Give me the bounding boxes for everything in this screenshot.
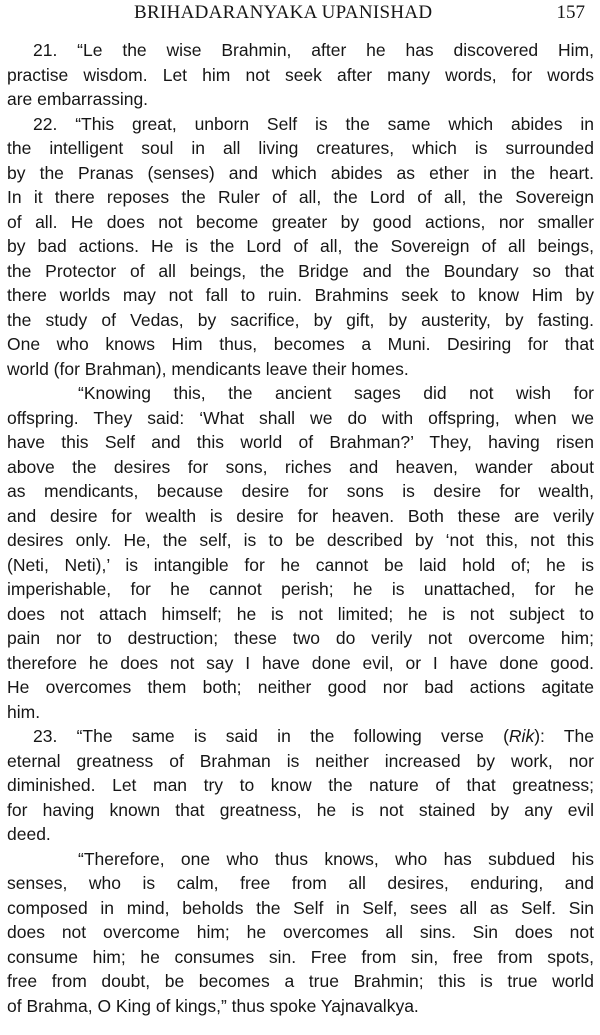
text-run: “Therefore, one who thus knows, who has subdued his bbox=[78, 848, 594, 869]
text-run: as mendicants, because desire for sons is desire for wealth, bbox=[7, 481, 594, 501]
text-line bbox=[7, 553, 594, 578]
text-run: therefore he does not say I have done evil, or I have done good. bbox=[7, 652, 594, 673]
text-line bbox=[7, 602, 594, 627]
text-line bbox=[7, 479, 594, 504]
text-run: “Knowing this, the ancient sages did not wish for bbox=[78, 383, 594, 403]
text-line bbox=[7, 430, 594, 455]
text-run: He overcomes them both; neither good nor bad actions agitate bbox=[7, 677, 594, 697]
text-run: ): The bbox=[534, 726, 594, 746]
text-line bbox=[7, 994, 594, 1019]
text-run: the study of Vedas, by sacrifice, by gift, by austerity, by fasting. bbox=[7, 309, 594, 330]
page-number: 157 bbox=[556, 2, 585, 23]
text-line bbox=[7, 357, 594, 382]
text-run: practise wisdom. Let him not seek after many words, for words bbox=[7, 64, 594, 85]
text-run: offspring. They said: ‘What shall we do with offspring, when we bbox=[7, 407, 594, 428]
text-line bbox=[7, 210, 594, 235]
text-run: composed in mind, beholds the Self in Self, sees all as Self. Sin bbox=[7, 897, 594, 918]
text-run: does not attach himself; he is not limited; he is not subject to bbox=[7, 603, 594, 624]
italic-term: Rik bbox=[508, 726, 535, 746]
text-run: world (for Brahman), mendicants leave their homes. bbox=[7, 358, 409, 379]
text-run: desires only. He, the self, is to be described by ‘not this, not this bbox=[7, 530, 594, 550]
text-line bbox=[7, 406, 594, 431]
text-line bbox=[7, 38, 594, 63]
text-run: (Neti, Neti),’ is intangible for he cannot be laid hold of; he is bbox=[7, 554, 594, 575]
text-run: are embarrassing. bbox=[7, 89, 149, 109]
text-line bbox=[7, 651, 594, 676]
text-line bbox=[7, 283, 594, 308]
text-line bbox=[7, 63, 594, 88]
text-line bbox=[7, 332, 594, 357]
text-run: consume him; he consumes sin. Free from sin, free from spots, bbox=[7, 946, 594, 967]
text-line bbox=[7, 626, 594, 651]
text-line bbox=[7, 161, 594, 186]
text-line bbox=[7, 308, 594, 333]
text-run: for having known that greatness, he is not stained by any evil bbox=[7, 799, 594, 820]
text-run: One who knows Him thus, becomes a Muni. Desiring for that bbox=[7, 334, 594, 354]
text-line bbox=[7, 896, 594, 921]
text-line bbox=[7, 504, 594, 529]
text-run: imperishable, for he cannot perish; he is unattached, for he bbox=[7, 579, 594, 599]
text-line bbox=[7, 259, 594, 284]
text-line bbox=[7, 185, 594, 210]
text-run: the intelligent soul in all living creatures, which is surrounded bbox=[7, 138, 594, 158]
text-run: senses, who is calm, free from all desires, enduring, and bbox=[7, 873, 594, 893]
text-run: by bad actions. He is the Lord of all, the Sovereign of all beings, bbox=[7, 236, 594, 256]
text-run: 23. “The same is said in the following verse ( bbox=[33, 726, 509, 746]
text-run: of Brahma, O King of kings,” thus spoke Yajnavalkya. bbox=[7, 995, 419, 1016]
body-text bbox=[7, 38, 594, 1018]
text-line bbox=[7, 675, 594, 700]
running-title: BRIHADARANYAKA UPANISHAD bbox=[134, 2, 433, 23]
text-line bbox=[7, 234, 594, 259]
text-run: him. bbox=[7, 701, 41, 722]
text-run: deed. bbox=[7, 824, 51, 844]
text-line bbox=[7, 87, 594, 112]
text-run: pain nor to destruction; these two do verily not overcome him; bbox=[7, 628, 594, 648]
text-line bbox=[7, 920, 594, 945]
text-line bbox=[7, 749, 594, 774]
text-run: eternal greatness of Brahman is neither increased by work, nor bbox=[7, 750, 594, 771]
text-line bbox=[7, 798, 594, 823]
text-run: by the Pranas (senses) and which abides as ether in the heart. bbox=[7, 162, 594, 183]
text-line bbox=[7, 381, 594, 406]
text-run: 21. “Le the wise Brahmin, after he has discovered Him, bbox=[33, 40, 594, 60]
text-line bbox=[7, 969, 594, 994]
text-line bbox=[7, 724, 594, 749]
text-line bbox=[7, 136, 594, 161]
text-run: In it there reposes the Ruler of all, the Lord of all, the Sovereign bbox=[7, 187, 594, 207]
text-line bbox=[7, 871, 594, 896]
text-run: free from doubt, be becomes a true Brahmin; this is true world bbox=[7, 971, 594, 991]
text-run: of all. He does not become greater by good actions, nor smaller bbox=[7, 211, 594, 232]
text-line bbox=[7, 822, 594, 847]
text-line bbox=[7, 112, 594, 137]
text-run: the Protector of all beings, the Bridge and the Boundary so that bbox=[7, 260, 594, 281]
text-run: diminished. Let man try to know the nature of that greatness; bbox=[7, 775, 594, 795]
text-line bbox=[7, 945, 594, 970]
running-head bbox=[0, 0, 600, 30]
text-run: does not overcome him; he overcomes all sins. Sin does not bbox=[7, 922, 594, 942]
text-run: there worlds may not fall to ruin. Brahmins seek to know Him by bbox=[7, 285, 594, 305]
text-run: above the desires for sons, riches and heaven, wander about bbox=[7, 456, 594, 477]
text-line bbox=[7, 528, 594, 553]
text-line bbox=[7, 577, 594, 602]
text-run: have this Self and this world of Brahman?’ They, having risen bbox=[7, 432, 594, 452]
text-line bbox=[7, 773, 594, 798]
text-line bbox=[7, 847, 594, 872]
text-run: and desire for wealth is desire for heaven. Both these are verily bbox=[7, 505, 594, 526]
text-run: 22. “This great, unborn Self is the same which abides in bbox=[33, 113, 594, 134]
text-line bbox=[7, 455, 594, 480]
text-line bbox=[7, 700, 594, 725]
